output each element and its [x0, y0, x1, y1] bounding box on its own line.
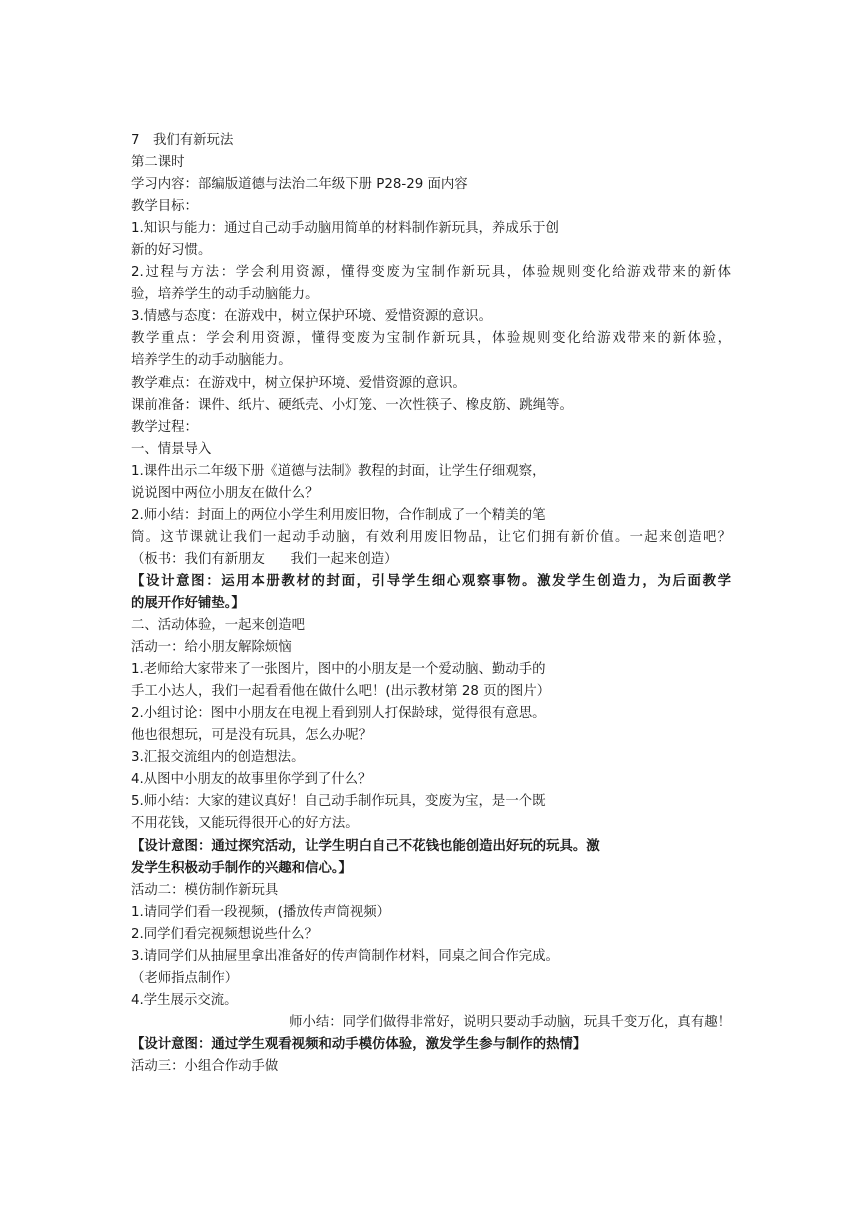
lesson-title: 我们有新玩法 [153, 133, 234, 148]
difficulty: 教学难点：在游戏中，树立保护环境、爱惜资源的意识。 [131, 375, 466, 391]
activity-1-step-5-line-1: 5.师小结：大家的建议真好！自己动手制作玩具，变废为宝，是一个既 [131, 794, 546, 810]
section-2-heading: 二、活动体验，一起来创造吧 [131, 618, 306, 634]
design-intent-1-line-1: 【设计意图：运用本册教材的封面，引导学生细心观察事物。激发学生创造力，为后面教学 [131, 573, 731, 589]
activity-1-step-1-line-2: 手工小达人，我们一起看看他在做什么吧！(出示教材第 28 页的图片） [131, 684, 551, 700]
process-heading: 教学过程： [131, 419, 198, 435]
design-intent-3: 【设计意图：通过学生观看视频和动手模仿体验，激发学生参与制作的热情】 [131, 1036, 587, 1052]
period-label: 第二课时 [131, 155, 185, 171]
activity-2-step-3-note: （老师指点制作） [131, 970, 239, 986]
design-intent-2-line-2: 发学生积极动手制作的兴趣和信心。】 [131, 860, 352, 876]
board-writing: （板书：我们有新朋友 我们一起来创造） [131, 551, 398, 567]
section-1-paragraph-2-line-1: 2.师小结：封面上的两位小学生利用废旧物，合作制成了一个精美的笔 [131, 507, 546, 523]
activity-1-step-4: 4.从图中小朋友的故事里你学到了什么？ [131, 772, 372, 788]
activity-1-step-1-line-1: 1.老师给大家带来了一张图片，图中的小朋友是一个爱动脑、勤动手的 [131, 662, 546, 678]
key-point-line-1: 教学重点：学会利用资源，懂得变废为宝制作新玩具，体验规则变化给游戏带来的新体验， [131, 331, 731, 347]
section-1-heading: 一、情景导入 [131, 441, 212, 457]
activity-2-step-1: 1.请同学们看一段视频，(播放传声筒视频） [131, 904, 391, 920]
activity-1-step-2-line-1: 2.小组讨论：图中小朋友在电视上看到别人打保龄球，觉得很有意思。 [131, 706, 546, 722]
design-intent-2-line-1: 【设计意图：通过探究活动，让学生明白自己不花钱也能创造出好玩的玩具。激 [131, 838, 600, 854]
section-1-paragraph-2-line-2: 筒。这节课就让我们一起动手动脑，有效利用废旧物品，让它们拥有新价值。一起来创造吧？ [131, 529, 731, 545]
objectives-heading: 教学目标： [131, 199, 198, 215]
activity-1-step-3: 3.汇报交流组内的创造想法。 [131, 750, 305, 766]
objective-2-line-2: 验，培养学生的动手动脑能力。 [131, 287, 319, 303]
activity-2-step-2: 2.同学们看完视频想说些什么？ [131, 926, 318, 942]
activity-1-heading: 活动一：给小朋友解除烦恼 [131, 640, 292, 656]
activity-3-heading: 活动三：小组合作动手做 [131, 1058, 279, 1074]
key-point-line-2: 培养学生的动手动脑能力。 [131, 353, 292, 369]
activity-2-step-4: 4.学生展示交流。 [131, 992, 238, 1008]
section-1-paragraph-1-line-2: 说说图中两位小朋友在做什么？ [131, 485, 319, 501]
lesson-plan-body [131, 130, 731, 1078]
content-info: 学习内容：部编版道德与法治二年级下册 P28-29 面内容 [131, 177, 468, 193]
objective-1-line-2: 新的好习惯。 [131, 243, 212, 259]
activity-2-summary: 师小结：同学们做得非常好，说明只要动手动脑，玩具千变万化，真有趣！ [289, 1014, 731, 1030]
objective-1-line-1: 1.知识与能力：通过自己动手动脑用简单的材料制作新玩具，养成乐于创 [131, 221, 559, 237]
activity-2-heading: 活动二：模仿制作新玩具 [131, 882, 279, 898]
section-1-paragraph-1-line-1: 1.课件出示二年级下册《道德与法制》教程的封面，让学生仔细观察， [131, 463, 546, 479]
lesson-title-line [131, 130, 731, 152]
objective-3: 3.情感与态度：在游戏中，树立保护环境、爱惜资源的意识。 [131, 309, 492, 325]
objective-2-line-1: 2.过程与方法：学会利用资源，懂得变废为宝制作新玩具，体验规则变化给游戏带来的新体 [131, 265, 731, 281]
lesson-number: 7 [131, 133, 140, 148]
preparation: 课前准备：课件、纸片、硬纸壳、小灯笼、一次性筷子、橡皮筋、跳绳等。 [131, 397, 573, 413]
activity-1-step-2-line-2: 他也很想玩，可是没有玩具，怎么办呢？ [131, 728, 373, 744]
activity-2-step-3: 3.请同学们从抽屉里拿出准备好的传声筒制作材料，同桌之间合作完成。 [131, 948, 559, 964]
design-intent-1-line-2: 的展开作好铺垫。】 [131, 595, 245, 611]
activity-1-step-5-line-2: 不用花钱，又能玩得很开心的好方法。 [131, 816, 359, 832]
